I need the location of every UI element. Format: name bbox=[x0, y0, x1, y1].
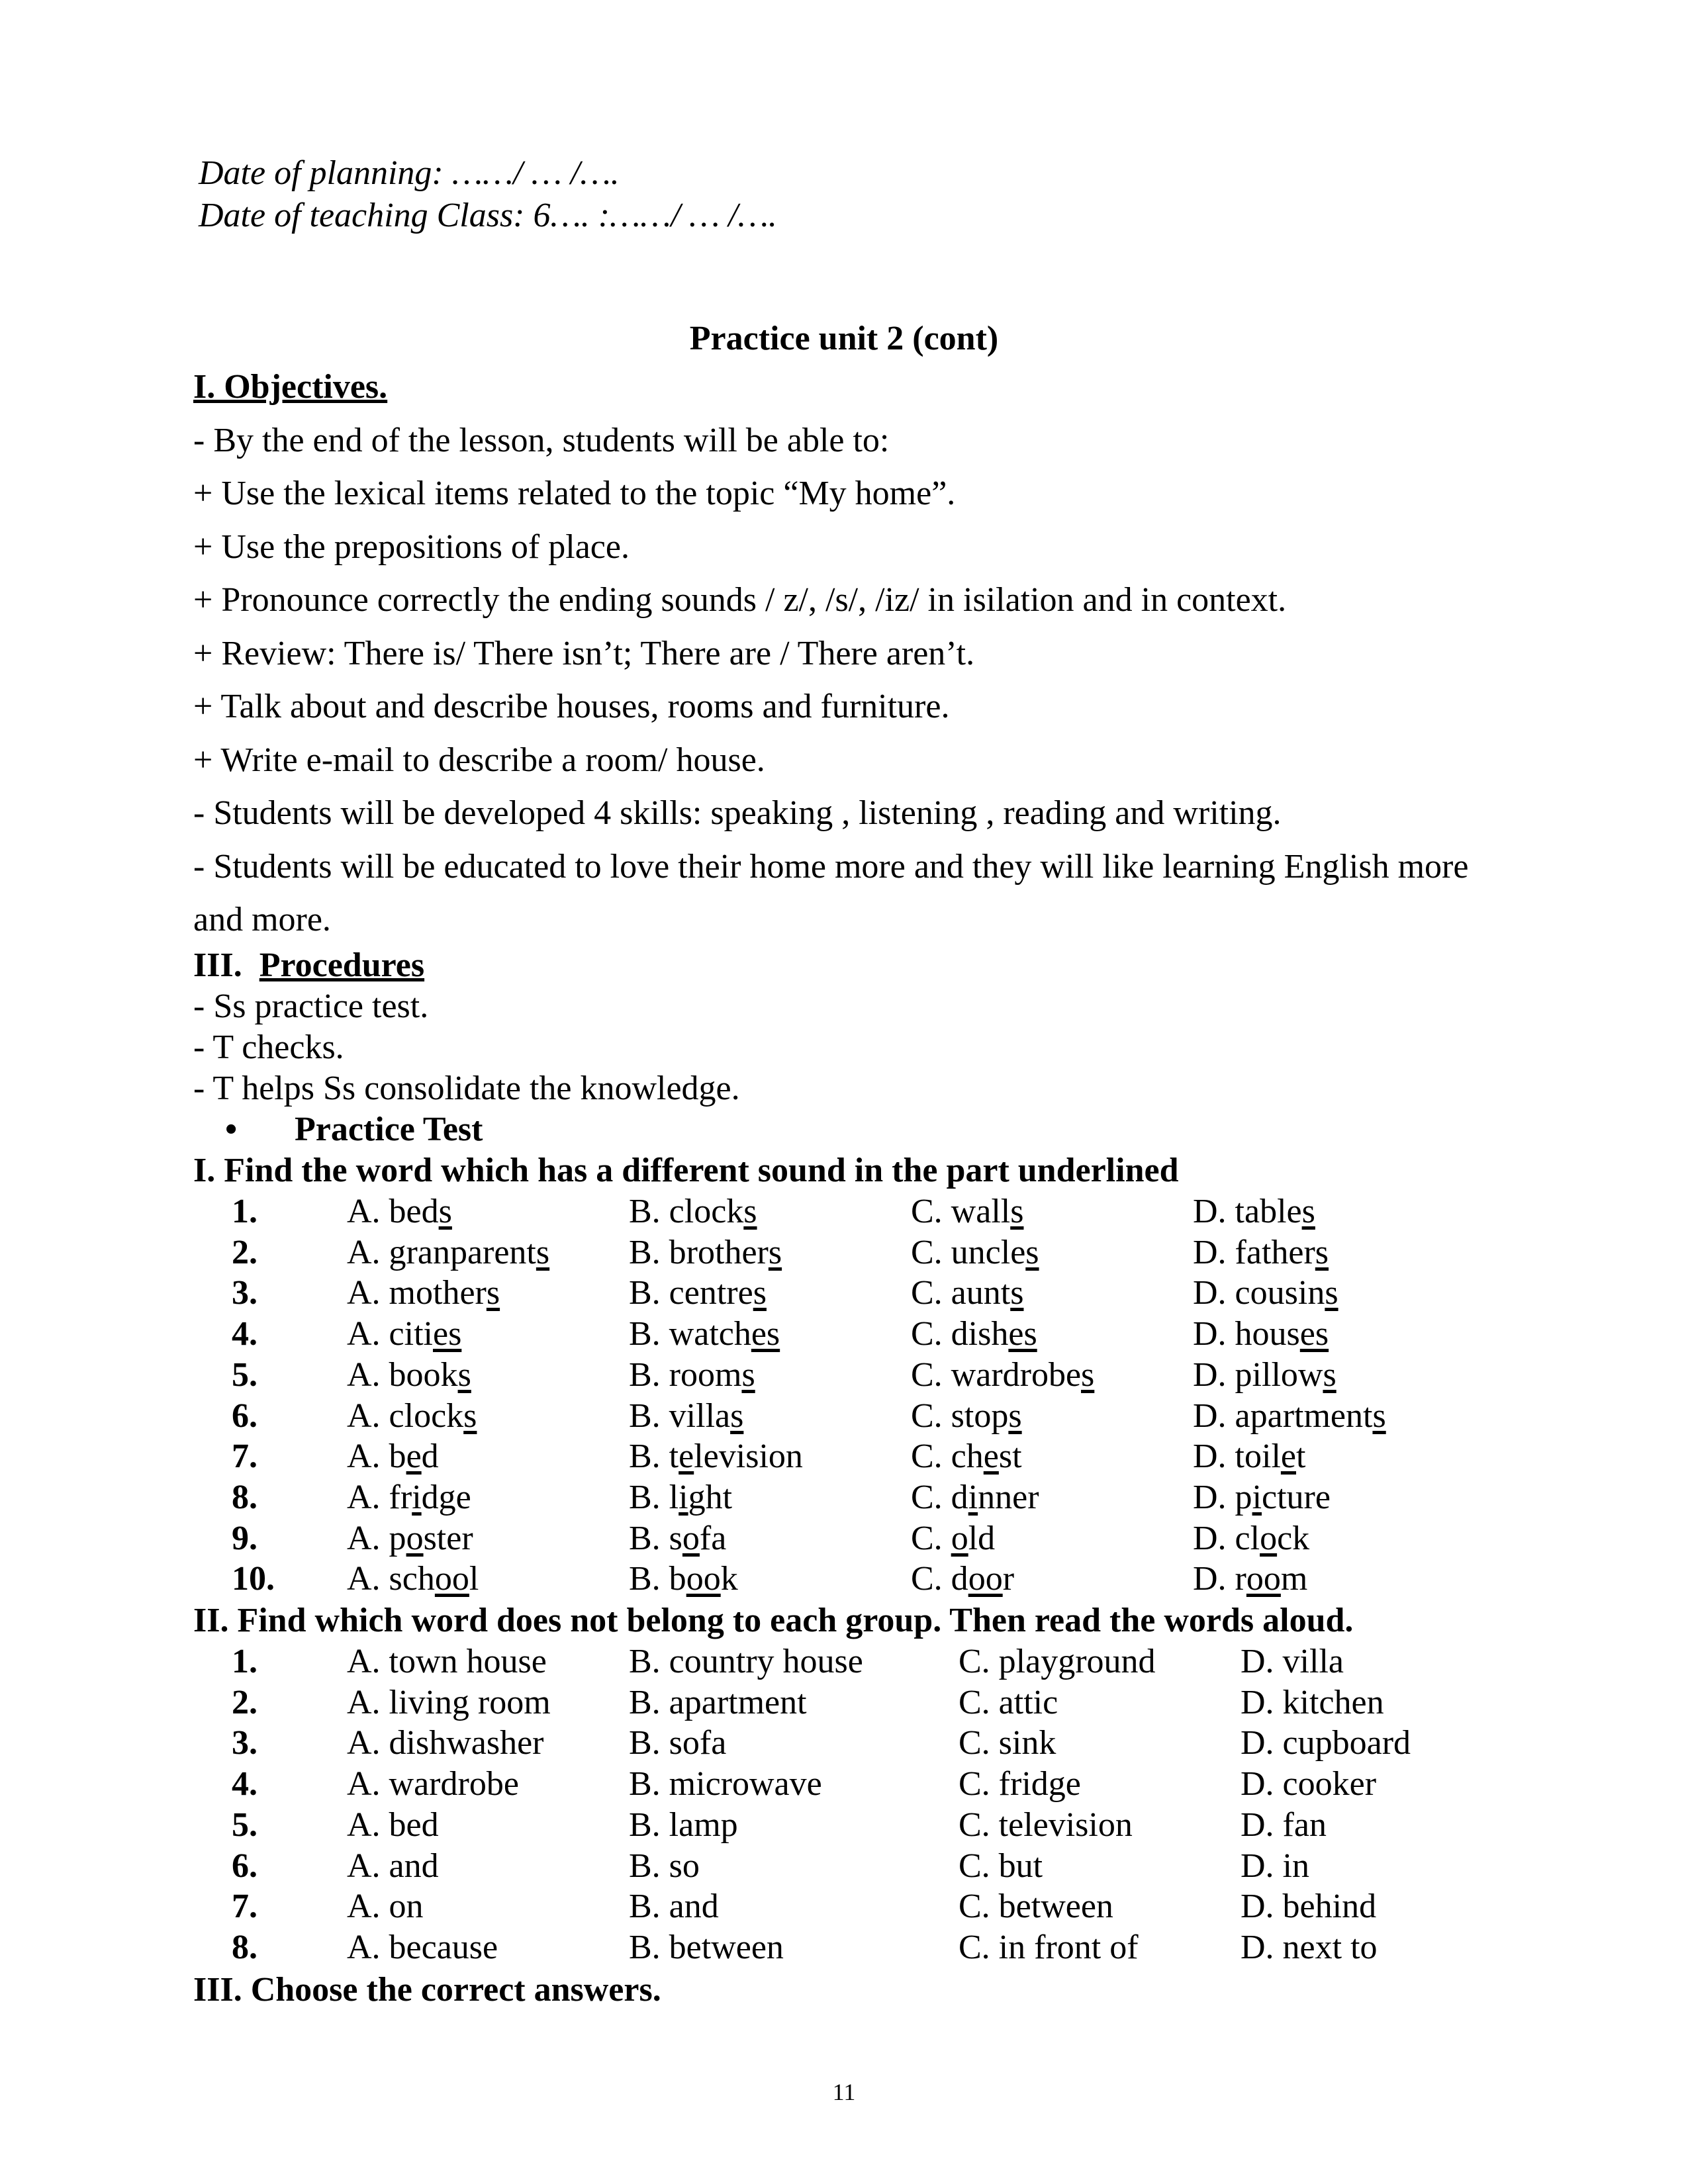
underlined-part: s bbox=[1010, 1274, 1024, 1312]
underlined-part: s bbox=[741, 1355, 755, 1394]
option-d: D. kitchen bbox=[1241, 1683, 1384, 1721]
procedure-line: - T checks. bbox=[193, 1028, 344, 1066]
question-number: 6. bbox=[232, 1846, 258, 1885]
option-d: D. pillows bbox=[1193, 1355, 1336, 1394]
question-row bbox=[0, 1846, 1688, 1887]
objective-line: + Review: There is/ There isn’t; There are / There aren’t. bbox=[193, 634, 975, 672]
option-a: A. living room bbox=[347, 1683, 551, 1721]
underlined-part: es bbox=[1299, 1315, 1329, 1353]
underlined-part: o bbox=[406, 1519, 424, 1557]
option-c: C. attic bbox=[959, 1683, 1058, 1721]
option-d: D. clock bbox=[1193, 1519, 1310, 1557]
underlined-part: oo bbox=[968, 1560, 1003, 1598]
option-a: A. granparents bbox=[347, 1233, 550, 1271]
option-b: B. clocks bbox=[629, 1193, 757, 1230]
option-c: C. between bbox=[959, 1888, 1113, 1926]
underlined-part: s bbox=[1301, 1193, 1315, 1230]
question-row bbox=[0, 1559, 1688, 1600]
option-d: D. villa bbox=[1241, 1643, 1344, 1680]
option-c: C. television bbox=[959, 1805, 1133, 1844]
option-c: C. dishes bbox=[911, 1315, 1037, 1353]
question-number: 7. bbox=[232, 1888, 258, 1926]
underlined-part: s bbox=[1315, 1233, 1329, 1271]
underlined-part: o bbox=[951, 1519, 968, 1557]
option-d: D. toilet bbox=[1193, 1437, 1306, 1476]
objective-line: + Write e-mail to describe a room/ house. bbox=[193, 741, 765, 779]
option-d: D. cousins bbox=[1193, 1274, 1338, 1312]
underlined-part: e bbox=[983, 1437, 999, 1476]
underlined-part: s bbox=[1372, 1396, 1386, 1435]
underlined-part: s bbox=[463, 1396, 477, 1435]
option-b: B. centres bbox=[629, 1274, 767, 1312]
page-number: 11 bbox=[832, 2079, 856, 2105]
underlined-part: s bbox=[536, 1233, 550, 1271]
option-c: C. stops bbox=[911, 1396, 1022, 1435]
underlined-part: s bbox=[753, 1274, 767, 1312]
procedures-heading-label: Procedures bbox=[259, 946, 425, 984]
bullet-icon: • bbox=[225, 1111, 238, 1148]
procedures-heading-num: III. bbox=[193, 946, 242, 984]
question-number: 4. bbox=[232, 1765, 258, 1803]
option-c: C. but bbox=[959, 1846, 1043, 1885]
objective-line: + Talk about and describe houses, rooms and furniture. bbox=[193, 688, 950, 725]
underlined-part: s bbox=[457, 1355, 471, 1394]
question-number: 7. bbox=[232, 1437, 258, 1476]
option-c: C. old bbox=[911, 1519, 996, 1557]
underlined-part: es bbox=[751, 1315, 780, 1353]
option-d: D. fathers bbox=[1193, 1233, 1329, 1271]
option-b: B. and bbox=[629, 1888, 719, 1926]
question-number: 6. bbox=[232, 1396, 258, 1435]
procedures-heading bbox=[193, 945, 740, 986]
underlined-part: s bbox=[1010, 1193, 1024, 1230]
underlined-part: s bbox=[743, 1193, 757, 1230]
option-d: D. fan bbox=[1241, 1805, 1327, 1844]
option-a: A. bed bbox=[347, 1805, 439, 1844]
option-c: C. walls bbox=[911, 1193, 1024, 1230]
question-row bbox=[0, 1927, 1688, 1968]
option-c: C. chest bbox=[911, 1437, 1022, 1476]
option-b: B. television bbox=[629, 1437, 803, 1476]
option-d: D. next to bbox=[1241, 1928, 1378, 1966]
question-number: 8. bbox=[232, 1478, 258, 1516]
underlined-part: oo bbox=[1246, 1560, 1281, 1598]
objective-line: - Students will be educated to love their home more and they will like learning English more bbox=[193, 847, 1469, 886]
practice-test-bullet bbox=[225, 1109, 483, 1150]
option-a: A. mothers bbox=[347, 1274, 500, 1312]
question-row bbox=[0, 1805, 1688, 1846]
question-number: 8. bbox=[232, 1928, 258, 1966]
underlined-part: o bbox=[682, 1519, 700, 1557]
procedure-line: - Ss practice test. bbox=[193, 987, 429, 1025]
objectives-section bbox=[193, 361, 1468, 947]
option-b: B. sofa bbox=[629, 1519, 727, 1557]
question-number: 4. bbox=[232, 1315, 258, 1353]
option-b: B. watches bbox=[629, 1315, 780, 1353]
option-d: D. cooker bbox=[1241, 1765, 1377, 1803]
question-number: 3. bbox=[232, 1274, 258, 1312]
section2-heading: II. Find which word does not belong to each group. Then read the words aloud. bbox=[193, 1602, 1354, 1639]
option-a: A. bed bbox=[347, 1437, 439, 1476]
option-d: D. picture bbox=[1193, 1478, 1331, 1516]
option-b: B. villas bbox=[629, 1396, 744, 1435]
procedure-line: - T helps Ss consolidate the knowledge. bbox=[193, 1069, 740, 1107]
page-title: Practice unit 2 (cont) bbox=[689, 320, 999, 357]
option-b: B. lamp bbox=[629, 1805, 738, 1844]
underlined-part: es bbox=[432, 1315, 462, 1353]
question-row bbox=[0, 1723, 1688, 1764]
objective-line: - Students will be developed 4 skills: speaking , listening , reading and writing. bbox=[193, 794, 1282, 832]
question-number: 5. bbox=[232, 1355, 258, 1394]
question-number: 10. bbox=[232, 1560, 275, 1598]
option-c: C. dinner bbox=[911, 1478, 1039, 1516]
option-b: B. country house bbox=[629, 1643, 863, 1680]
option-c: C. door bbox=[911, 1560, 1015, 1598]
option-b: B. sofa bbox=[629, 1724, 727, 1762]
option-a: A. wardrobe bbox=[347, 1765, 519, 1803]
underlined-part: s bbox=[1323, 1355, 1336, 1394]
option-d: D. behind bbox=[1241, 1888, 1377, 1926]
question-row bbox=[0, 1355, 1688, 1396]
option-a: A. because bbox=[347, 1928, 498, 1966]
option-b: B. apartment bbox=[629, 1683, 807, 1721]
option-b: B. so bbox=[629, 1846, 700, 1885]
objective-line: + Pronounce correctly the ending sounds / z/, /s/, /iz/ in isilation and in context. bbox=[193, 581, 1287, 619]
question-number: 2. bbox=[232, 1233, 258, 1271]
question-number: 1. bbox=[232, 1643, 258, 1680]
underlined-part: i bbox=[1252, 1478, 1262, 1516]
question-number: 5. bbox=[232, 1805, 258, 1844]
option-c: C. playground bbox=[959, 1643, 1156, 1680]
option-a: A. dishwasher bbox=[347, 1724, 544, 1762]
question-row bbox=[0, 1641, 1688, 1682]
question-number: 3. bbox=[232, 1724, 258, 1762]
objective-line: and more. bbox=[193, 901, 331, 938]
option-b: B. brothers bbox=[629, 1233, 782, 1271]
option-d: D. houses bbox=[1193, 1315, 1329, 1353]
section1-heading: I. Find the word which has a different sound in the part underlined bbox=[193, 1152, 1179, 1189]
question-row bbox=[0, 1396, 1688, 1437]
underlined-part: i bbox=[968, 1478, 978, 1516]
option-a: A. school bbox=[347, 1560, 479, 1598]
option-c: C. in front of bbox=[959, 1928, 1139, 1966]
option-a: A. clocks bbox=[347, 1396, 477, 1435]
option-c: C. wardrobes bbox=[911, 1355, 1095, 1394]
underlined-part: s bbox=[768, 1233, 782, 1271]
underlined-part: s bbox=[730, 1396, 744, 1435]
underlined-part: s bbox=[1081, 1355, 1095, 1394]
option-c: C. uncles bbox=[911, 1233, 1039, 1271]
question-row bbox=[0, 1886, 1688, 1927]
question-row bbox=[0, 1314, 1688, 1355]
underlined-part: s bbox=[438, 1193, 452, 1230]
underlined-part: s bbox=[1008, 1396, 1022, 1435]
option-a: A. town house bbox=[347, 1643, 547, 1680]
option-a: A. and bbox=[347, 1846, 439, 1885]
objective-line: - By the end of the lesson, students will be able to: bbox=[193, 421, 890, 459]
question-row bbox=[0, 1273, 1688, 1314]
option-a: A. books bbox=[347, 1355, 471, 1394]
underlined-part: i bbox=[412, 1478, 422, 1516]
objective-line: + Use the lexical items related to the topic “My home”. bbox=[193, 475, 956, 512]
question-number: 1. bbox=[232, 1193, 258, 1230]
option-d: D. apartments bbox=[1193, 1396, 1386, 1435]
underlined-part: o bbox=[1260, 1519, 1278, 1557]
option-a: A. on bbox=[347, 1888, 424, 1926]
option-a: A. cities bbox=[347, 1315, 462, 1353]
option-b: B. between bbox=[629, 1928, 784, 1966]
underlined-part: e bbox=[679, 1437, 694, 1476]
question-number: 2. bbox=[232, 1683, 258, 1721]
underlined-part: s bbox=[486, 1274, 500, 1312]
underlined-part: e bbox=[1280, 1437, 1296, 1476]
option-a: A. poster bbox=[347, 1519, 473, 1557]
date-block bbox=[199, 152, 777, 237]
question-row bbox=[0, 1191, 1688, 1232]
underlined-part: oo bbox=[686, 1560, 721, 1598]
underlined-part: oo bbox=[434, 1560, 469, 1598]
question-row bbox=[0, 1682, 1688, 1723]
question-row bbox=[0, 1232, 1688, 1273]
option-b: B. microwave bbox=[629, 1765, 822, 1803]
option-d: D. cupboard bbox=[1241, 1724, 1411, 1762]
option-a: A. beds bbox=[347, 1193, 452, 1230]
option-b: B. rooms bbox=[629, 1355, 755, 1394]
option-d: D. in bbox=[1241, 1846, 1309, 1885]
objectives-heading: I. Objectives. bbox=[193, 368, 388, 406]
option-a: A. fridge bbox=[347, 1478, 471, 1516]
option-c: C. aunts bbox=[911, 1274, 1024, 1312]
underlined-part: i bbox=[679, 1478, 688, 1516]
section3-heading: III. Choose the correct answers. bbox=[193, 1971, 661, 2009]
underlined-part: e bbox=[406, 1437, 422, 1476]
underlined-part: s bbox=[1325, 1274, 1338, 1312]
question-row bbox=[0, 1518, 1688, 1559]
question-row bbox=[0, 1436, 1688, 1477]
option-d: D. room bbox=[1193, 1560, 1308, 1598]
date-of-planning: Date of planning: ……/ … /…. bbox=[199, 154, 620, 192]
option-c: C. fridge bbox=[959, 1765, 1081, 1803]
objective-line: + Use the prepositions of place. bbox=[193, 527, 630, 566]
practice-test-label: Practice Test bbox=[295, 1111, 483, 1148]
underlined-part: s bbox=[1025, 1233, 1039, 1271]
option-b: B. book bbox=[629, 1560, 738, 1598]
option-c: C. sink bbox=[959, 1724, 1056, 1762]
question-row bbox=[0, 1764, 1688, 1805]
procedures-section bbox=[193, 945, 740, 1109]
option-d: D. tables bbox=[1193, 1193, 1315, 1230]
underlined-part: es bbox=[1008, 1315, 1037, 1353]
date-of-teaching: Date of teaching Class: 6…. :……/ … /…. bbox=[199, 197, 777, 234]
question-number: 9. bbox=[232, 1519, 258, 1557]
option-b: B. light bbox=[629, 1478, 733, 1516]
question-row bbox=[0, 1477, 1688, 1518]
